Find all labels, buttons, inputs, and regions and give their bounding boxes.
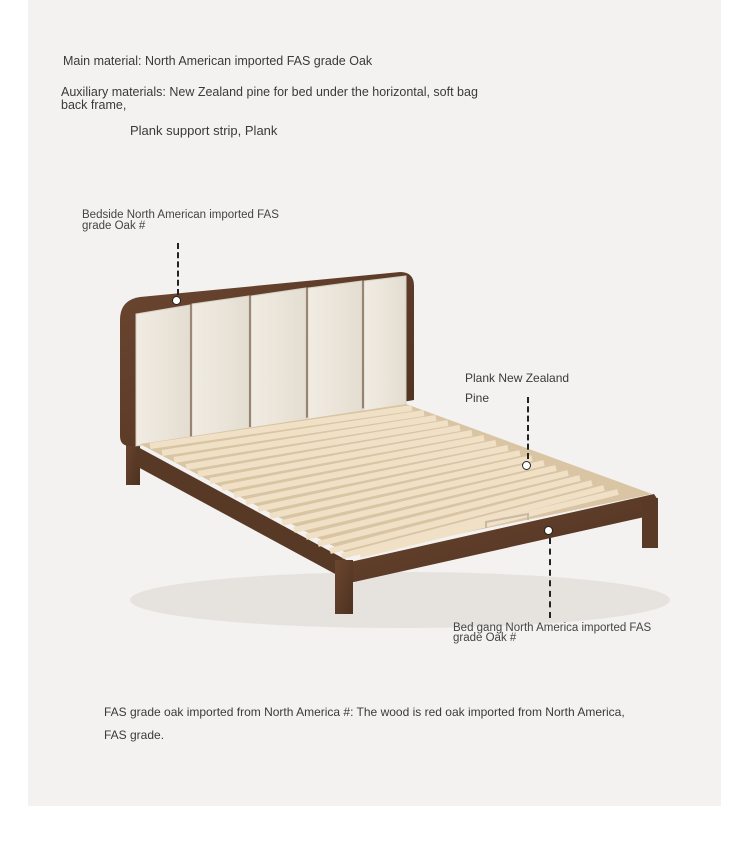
auxiliary-material-text-2: back frame, <box>61 98 127 112</box>
plank-material-text: Plank support strip, Plank <box>130 123 278 138</box>
bed-gang-marker <box>544 526 553 535</box>
plank-callout-2: Pine <box>465 391 490 405</box>
footnote-line-1: FAS grade oak imported from North America #: The wood is red oak imported from North America, <box>104 705 625 719</box>
footnote-line-2: FAS grade. <box>104 728 165 742</box>
main-material-text: Main material: North American imported FAS grade Oak <box>63 54 373 68</box>
bedside-callout-1: Bedside North American imported FAS <box>82 209 279 221</box>
bed-gang-callout-2: grade Oak # <box>453 632 517 644</box>
plank-callout-1: Plank New Zealand <box>465 371 570 385</box>
auxiliary-material-text-1: Auxiliary materials: New Zealand pine for bed under the horizontal, soft bag <box>61 85 478 99</box>
front-right-leg <box>642 500 658 548</box>
floor-shadow <box>130 572 670 628</box>
bed-gang-leader-line <box>549 538 551 618</box>
plank-leader-line <box>527 397 529 459</box>
front-left-leg <box>335 560 353 614</box>
bedside-callout-2: grade Oak # <box>82 220 146 232</box>
bed-gang-callout-1: Bed gang North America imported FAS <box>453 622 652 634</box>
bedside-leader-line <box>177 243 179 295</box>
bedside-marker <box>172 296 181 305</box>
plank-marker <box>522 461 531 470</box>
